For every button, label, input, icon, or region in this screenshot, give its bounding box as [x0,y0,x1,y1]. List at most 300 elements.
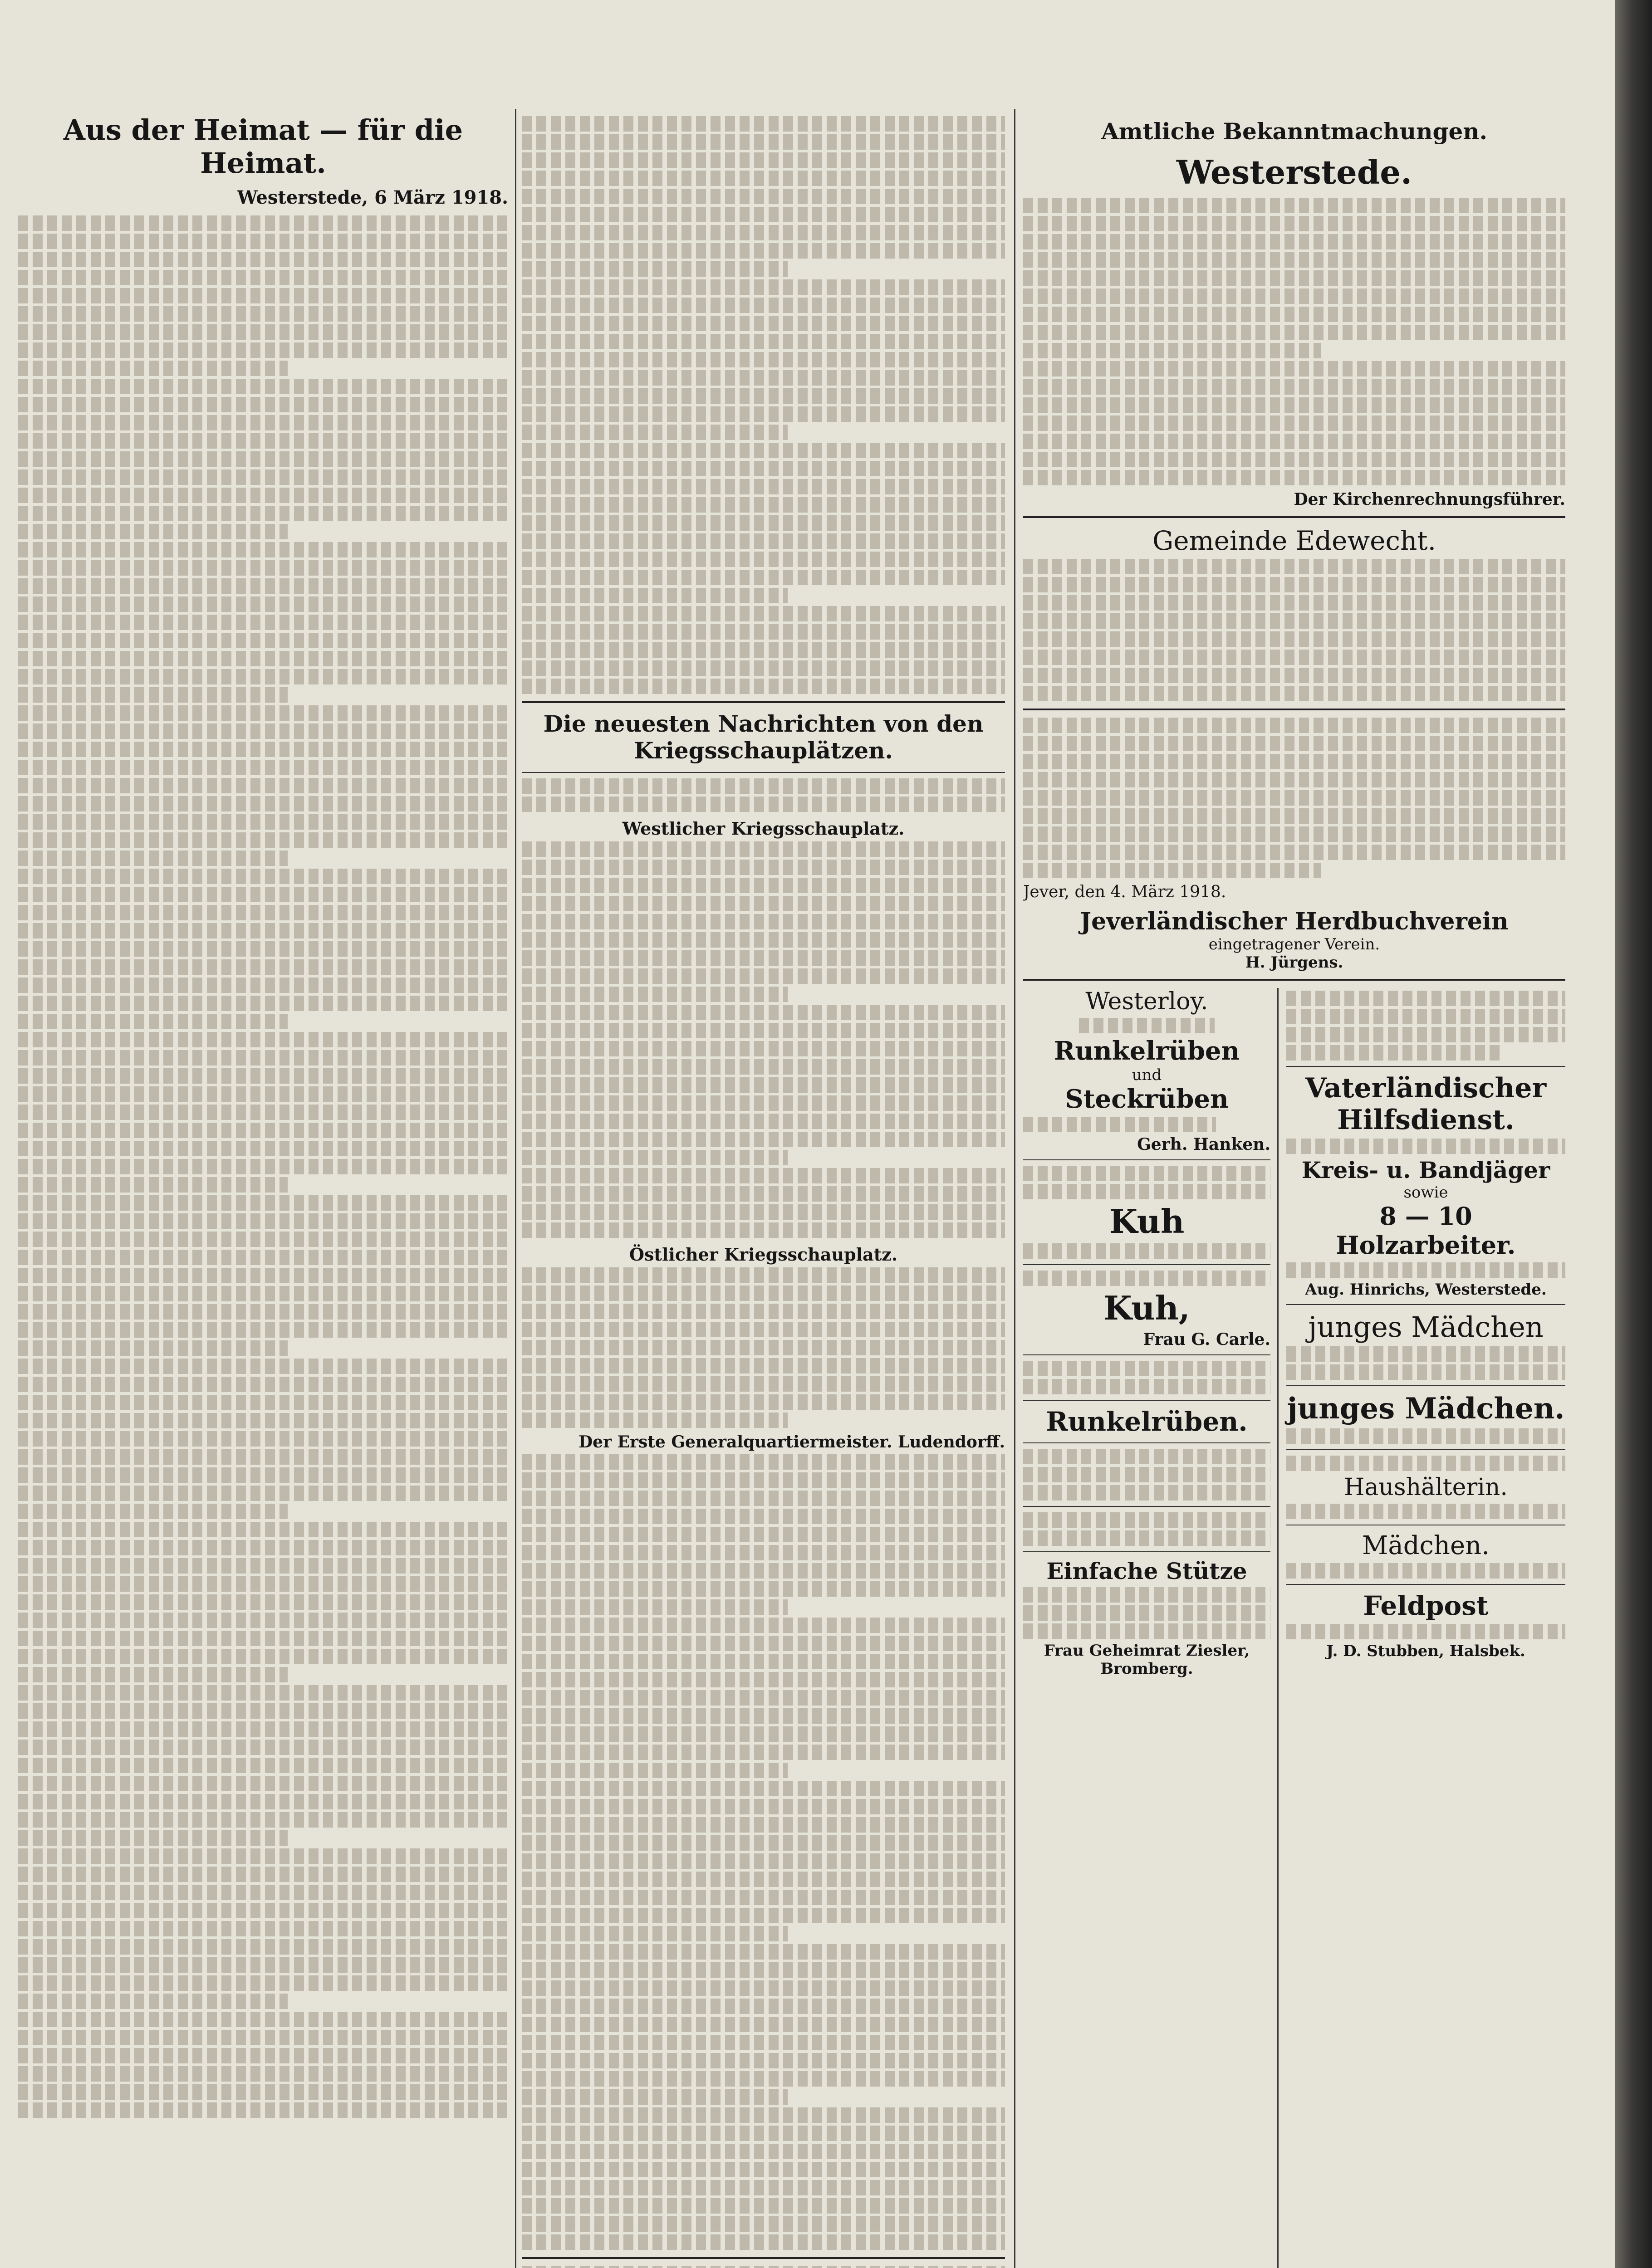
column-rule-2 [1014,109,1015,2268]
text-line [18,361,288,376]
text-line [1023,863,1321,878]
text-line [18,1522,508,1537]
text-line [18,887,508,902]
ad-line [1286,991,1565,1006]
text-line [522,797,1005,812]
text-line [522,1708,1005,1724]
text-line [18,1703,508,1719]
text-line [18,633,508,648]
text-line [18,397,508,412]
text-line [522,243,1005,259]
east-heading: Östlicher Kriegsschauplatz. [629,1244,898,1265]
mid-footer-lines [522,2266,1005,2268]
text-line [18,1776,508,1791]
text-line [522,189,1005,204]
text-line [1023,252,1565,268]
ad-line [1023,1623,1270,1639]
text-line [1023,452,1565,467]
carle-signature: Frau G. Carle. [1143,1330,1270,1349]
text-line [522,1799,1005,1814]
text-line [522,1304,1005,1319]
ad-line [1286,1364,1565,1380]
mid-berlin-intro [522,778,1005,812]
text-line [18,1232,508,1247]
left-dateline: Westerstede, 6 März 1918. [237,187,508,208]
junges-maedchen-heading-1: junges Mädchen [1308,1310,1544,1344]
text-line [18,270,508,285]
mid-east-report [522,1267,1005,1428]
sowie-text: sowie [1403,1183,1448,1202]
herdbuch-signature: H. Jürgens. [1245,953,1343,972]
text-line [522,2053,1005,2068]
text-line [18,1032,508,1047]
text-line [522,1454,1005,1470]
right-separator-2 [1023,709,1565,710]
text-line [18,1050,508,1066]
kuh-heading-2: Kuh, [1103,1289,1190,1327]
text-line [1023,577,1565,592]
ad-line [1023,1512,1270,1528]
text-line [1023,470,1565,485]
text-line [522,1095,1005,1111]
small-ads-grid [1023,988,1565,2268]
text-line [522,316,1005,331]
text-line [522,1059,1005,1075]
column-right [1023,113,1565,2268]
text-line [1023,415,1565,431]
text-line [522,370,1005,386]
text-line [18,2084,508,2100]
ad-separator [1023,1506,1270,1507]
text-line [522,642,1005,658]
text-line [18,1177,288,1193]
text-line [18,1377,508,1392]
text-line [522,1618,1005,1633]
text-line [522,1599,788,1615]
text-line [522,1636,1005,1651]
text-line [1023,325,1565,340]
text-line [522,461,1005,476]
text-line [1023,434,1565,449]
text-line [522,515,1005,531]
text-line [1023,754,1565,769]
ad-line [1286,1428,1565,1444]
text-line [1023,270,1565,286]
text-line [522,2089,788,2105]
left-title: Aus der Heimat — für die Heimat. [63,113,463,180]
text-line [522,1545,1005,1560]
left-articles [18,215,508,2118]
ad-line [1023,1379,1270,1394]
text-line [522,588,788,603]
text-line [1023,397,1565,413]
ad-separator [1286,1584,1565,1585]
text-line [18,379,508,394]
text-line [18,1957,508,1973]
ad-line [1079,1018,1215,1033]
text-line [522,1376,1005,1392]
text-line [18,1340,288,1356]
text-line [522,1999,1005,2014]
ad-line [1286,1027,1565,1042]
ad-line [1023,1467,1270,1482]
text-line [18,1068,508,1084]
text-line [522,1394,1005,1410]
text-line [522,950,1005,966]
text-line [18,1867,508,1882]
text-line [522,1872,1005,1887]
text-line [18,1794,508,1809]
text-line [522,2107,1005,2123]
text-line [18,1921,508,1936]
text-line [1023,343,1321,358]
text-line [18,996,508,1011]
text-line [522,134,1005,150]
small-ads-divider [1277,988,1279,2268]
text-line [18,1159,508,1174]
ad-line [1286,1262,1565,1278]
text-line [1023,631,1565,647]
ad-line [1023,1271,1270,1286]
text-line [522,1168,1005,1183]
column-rule-1 [515,109,516,2268]
herdbuch-subtitle: eingetragener Verein. [1208,935,1380,953]
text-line [522,298,1005,313]
text-line [522,533,1005,549]
text-line [522,1509,1005,1524]
text-line [18,1994,288,2009]
text-line [18,1721,508,1737]
text-line [18,1431,508,1447]
text-line [522,279,1005,295]
text-line [18,850,288,866]
westerstede-title: Westerstede. [1176,153,1412,191]
text-line [18,252,508,267]
text-line [18,288,508,303]
ad-line [1023,1166,1270,1181]
text-line [1023,234,1565,249]
text-line [1023,772,1565,787]
stubben-name: J. D. Stubben, Halsbek. [1326,1642,1525,1660]
text-line [522,2162,1005,2177]
vaterlaendischer-heading: Vaterländischer [1305,1072,1547,1104]
text-line [522,1890,1005,1905]
ad-separator [1286,1385,1565,1386]
text-line [18,1885,508,1900]
ad-line [1023,1530,1270,1546]
text-line [522,388,1005,404]
text-line [1023,379,1565,395]
text-line [1023,736,1565,751]
ad-separator [1023,1159,1270,1160]
text-line [18,1359,508,1374]
text-line [522,207,1005,222]
text-line [522,1527,1005,1542]
text-line [1023,288,1565,304]
ad-line [1023,1587,1270,1603]
text-line [18,2012,508,2027]
text-line [18,1558,508,1574]
text-line [522,1322,1005,1337]
ad-line [1023,1449,1270,1464]
text-line [18,832,508,848]
runkelrueben-heading-2: Runkelrüben. [1046,1406,1248,1437]
mid-separator-thin [522,772,1005,773]
text-line [522,860,1005,875]
text-line [522,1077,1005,1093]
column-left [18,113,508,2268]
text-line [522,2216,1005,2232]
text-line [18,1086,508,1102]
text-line [18,615,508,630]
text-line [18,1486,508,1501]
text-line [522,1944,1005,1960]
text-line [18,234,508,249]
ad-separator [1286,1304,1565,1305]
ad-line [1286,1456,1565,1471]
text-line [522,1204,1005,1220]
text-line [18,324,508,340]
text-line [522,116,1005,132]
text-line [522,406,1005,422]
text-line [18,1304,508,1320]
text-line [18,742,508,757]
text-line [18,1848,508,1864]
text-line [522,1745,1005,1760]
text-line [18,778,508,793]
text-line [1023,307,1565,322]
hinrichs-name: Aug. Hinrichs, Westerstede. [1305,1281,1547,1299]
text-line [522,679,1005,694]
text-line [18,433,508,449]
text-line [18,1250,508,1265]
text-line [1023,668,1565,683]
runkelrueben-heading: Runkelrüben [1054,1036,1240,1066]
text-line [522,1926,788,1941]
text-line [18,1268,508,1283]
feldpost-heading: Feldpost [1363,1590,1489,1621]
text-line [522,261,788,277]
text-line [1023,718,1565,733]
text-line [18,342,508,358]
text-line [18,2030,508,2045]
text-line [18,1576,508,1592]
text-line [18,1685,508,1701]
text-line [522,2180,1005,2195]
text-line [18,578,508,594]
text-line [522,778,1005,794]
text-line [522,1491,1005,1506]
text-line [522,2198,1005,2214]
text-line [522,1023,1005,1038]
ad-line [1286,1009,1565,1024]
text-line [18,1758,508,1773]
text-line [522,334,1005,349]
text-line [522,1005,1005,1020]
text-line [18,488,508,503]
column-middle [522,113,1005,2268]
text-line [18,760,508,775]
text-line [522,570,1005,585]
right-separator-1 [1023,516,1565,518]
text-line [522,1581,1005,1597]
text-line [522,606,1005,621]
kirchenrechnungsfuehrer-signature: Der Kirchenrechnungsführer. [1294,490,1565,509]
haushaelterin-heading: Haushälterin. [1344,1474,1508,1501]
text-line [18,796,508,811]
maedchen-heading: Mädchen. [1362,1531,1490,1560]
und-text: und [1132,1066,1162,1084]
mid-top-article [522,116,1005,694]
text-line [522,1980,1005,1996]
mid-lower-reports [522,1454,1005,2250]
text-line [18,1504,288,1519]
ad-line [1286,1563,1565,1579]
hilfsdienst-heading: Hilfsdienst. [1337,1104,1515,1136]
text-line [522,1132,1005,1147]
text-line [522,914,1005,929]
text-line [522,552,1005,567]
ad-line [1286,1045,1504,1061]
text-line [522,2071,1005,2087]
ad-separator [1023,1400,1270,1401]
ads-left [1023,988,1270,1678]
ad-separator [1023,1354,1270,1355]
text-line [18,1286,508,1301]
ad-line [1023,1117,1216,1132]
text-line [18,814,508,830]
ad-separator [1023,1551,1270,1552]
text-line [522,2126,1005,2141]
text-line [522,932,1005,948]
ad-line [1286,1624,1565,1639]
text-line [522,1853,1005,1869]
text-line [18,705,508,721]
text-line [1023,808,1565,824]
text-line [18,524,288,539]
edewecht-title: Gemeinde Edewecht. [1152,525,1436,556]
text-line [522,152,1005,168]
text-line [1023,361,1565,376]
text-line [522,1340,1005,1355]
text-line [18,669,508,684]
text-line [522,1267,1005,1283]
ad-line [1286,1139,1565,1154]
text-line [522,497,1005,513]
text-line [18,1105,508,1120]
binding-edge [1615,0,1652,2268]
text-line [18,1939,508,1955]
text-line [18,1903,508,1918]
text-line [522,1286,1005,1301]
west-heading: Westlicher Kriegsschauplatz. [622,818,905,839]
text-line [18,941,508,957]
ad-line [1023,1605,1270,1621]
text-line [522,1835,1005,1851]
hanken-signature: Gerh. Hanken. [1137,1135,1270,1154]
text-line [1023,845,1565,860]
text-line [522,1222,1005,1238]
text-line [18,2102,508,2118]
ad-line [1023,1485,1270,1501]
ludendorff-signature: Der Erste Generalquartiermeister. Ludendorff. [578,1432,1005,1452]
text-line [18,306,508,322]
text-line [522,2266,1005,2268]
text-line [522,1358,1005,1374]
ad-line [1286,1504,1565,1519]
text-line [18,451,508,467]
text-line [18,905,508,920]
text-line [522,624,1005,640]
text-line [1023,790,1565,806]
text-line [18,1613,508,1628]
kuh-heading-1: Kuh [1109,1202,1185,1241]
text-line [522,968,1005,984]
text-line [522,1413,788,1428]
text-line [522,987,788,1002]
ad-separator [1286,1449,1565,1450]
text-line [18,542,508,557]
text-line [522,1726,1005,1742]
text-line [522,1150,788,1165]
text-line [18,723,508,739]
text-line [522,425,788,440]
mid-separator-bottom [522,2257,1005,2259]
bromberg-place: Bromberg. [1100,1660,1193,1678]
text-line [18,215,508,231]
text-line [18,959,508,975]
steckrueben-heading: Steckrüben [1065,1084,1229,1114]
text-line [522,896,1005,911]
text-line [18,1830,288,1846]
text-line [522,878,1005,893]
text-line [1023,826,1565,842]
text-line [522,1817,1005,1833]
text-line [522,171,1005,186]
kreis-bandjaeger-heading: Kreis- u. Bandjäger [1301,1157,1550,1183]
text-line [18,1123,508,1138]
holzarbeiter-heading: 8 — 10 Holzarbeiter. [1336,1202,1516,1260]
text-line [1023,198,1565,213]
westerloy-place: Westerloy. [1085,988,1208,1015]
text-line [522,2234,1005,2250]
text-line [522,1763,788,1778]
text-line [522,1563,1005,1579]
text-line [522,1654,1005,1669]
text-line [522,443,1005,458]
text-line [18,2048,508,2063]
text-line [1023,216,1565,231]
war-news-title: Die neuesten Nachrichten von den Kriegsschauplätzen. [543,710,984,764]
text-line [522,1041,1005,1056]
text-line [522,1672,1005,1687]
text-line [18,1195,508,1211]
text-line [522,2144,1005,2159]
ad-separator [1286,1066,1565,1067]
text-line [18,415,508,430]
ads-right [1286,988,1565,1660]
einfache-stuetze-heading: Einfache Stütze [1046,1558,1247,1584]
text-line [522,1781,1005,1796]
edewecht-notice-text [1023,559,1565,701]
text-line [522,1962,1005,1978]
text-line [18,596,508,612]
text-line [18,469,508,485]
text-line [522,352,1005,367]
text-line [522,2017,1005,2032]
jever-dateline: Jever, den 4. März 1918. [1023,883,1226,901]
text-line [18,1014,288,1029]
